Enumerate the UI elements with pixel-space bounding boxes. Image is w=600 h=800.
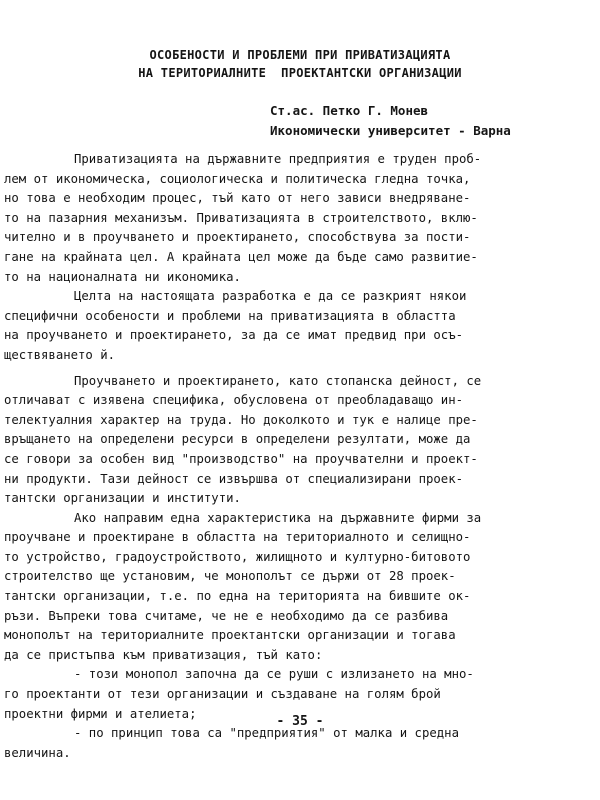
paragraph-line: Ако направим една характеристика на държавните фирми за [74,510,482,525]
paragraph-line: проучване и проектиране в областта на териториалното и селищно- [4,530,471,545]
paragraph-line: тантски организации и институти. [4,491,241,506]
paragraph-line: отличават с изявена специфика, обусловена от преобладаващо ин- [4,393,464,408]
paragraph-line: ществяването й. [4,347,116,362]
list-item: - по принцип това са "предприятия" от малка и средна [74,726,459,741]
paragraph-line: монополът на териториалните проектантски организации и тогава [4,628,456,643]
paragraph-line: лем от икономическа, социологическа и политическа гледна точка, [4,171,471,186]
author-name: Ст.ас. Петко Г. Монев [270,103,429,118]
paragraph-line: тантски организации, т.е. по една на територията на бившите ок- [4,589,471,604]
paragraph-line: връщането на определени ресурси в определени резултати, може да [4,432,471,447]
paragraph-line: проектни фирми и ателиета; [4,706,197,721]
paragraph-line: ръзи. Въпреки това считаме, че не е необходимо да се разбива [4,608,449,623]
paragraph-line: но това е необходим процес, тъй като от него зависи внедряване- [4,191,471,206]
paragraph-line: гане на крайната цел. А крайната цел може да бъде само развитие- [4,249,478,264]
paragraph-line: се говори за особен вид "производство" на проучвателни и проект- [4,451,478,466]
list-item: - този монопол започна да се руши с излизането на мно- [74,667,474,682]
paragraph-line: да се пристъпва към приватизация, тъй като: [4,647,323,662]
paragraph-line: строителство ще установим, че монополът се държи от 28 проек- [4,569,456,584]
paragraph-line: Приватизацията на държавните предприятия е труден проб- [74,152,482,166]
author-affiliation: Икономически университет - Варна [270,123,511,138]
paragraph-line: Целта на настоящата разработка е да се разкрият някои [74,289,467,304]
paragraph-line: го проектанти от тези организации и създаване на голям брой [4,687,441,702]
title-line-2: НА ТЕРИТОРИАЛНИТЕ ПРОЕКТАНТСКИ ОРГАНИЗАЦИИ [138,66,462,80]
page-number: - 35 - [276,714,324,729]
paragraph-line: на проучването и проектирането, за да се имат предвид при осъ- [4,328,464,343]
paragraph-line: телектуалния характер на труда. Но доколкото и тук е налице пре- [4,412,478,427]
paragraph-line: чително и в проучването и проектирането, способствува за пости- [4,230,471,245]
paragraph-line: то устройство, градоустройството, жилищното и културно-битовото [4,549,471,564]
paragraph-line: то на националната ни икономика. [4,269,241,284]
paragraph-line: то на пазарния механизъм. Приватизацията в строителството, вклю- [4,210,478,225]
paragraph-line: специфични особености и проблеми на приватизацията в областта [4,308,456,323]
paragraph-line: Проучването и проектирането, като стопанска дейност, се [74,373,482,388]
body-text [4,150,594,763]
title-line-1: ОСОБЕНОСТИ И ПРОБЛЕМИ ПРИ ПРИВАТИЗАЦИЯТА [149,48,451,62]
paragraph-line: величина. [4,745,71,760]
paragraph-line: ни продукти. Тази дейност се извършва от специализирани проек- [4,471,464,486]
